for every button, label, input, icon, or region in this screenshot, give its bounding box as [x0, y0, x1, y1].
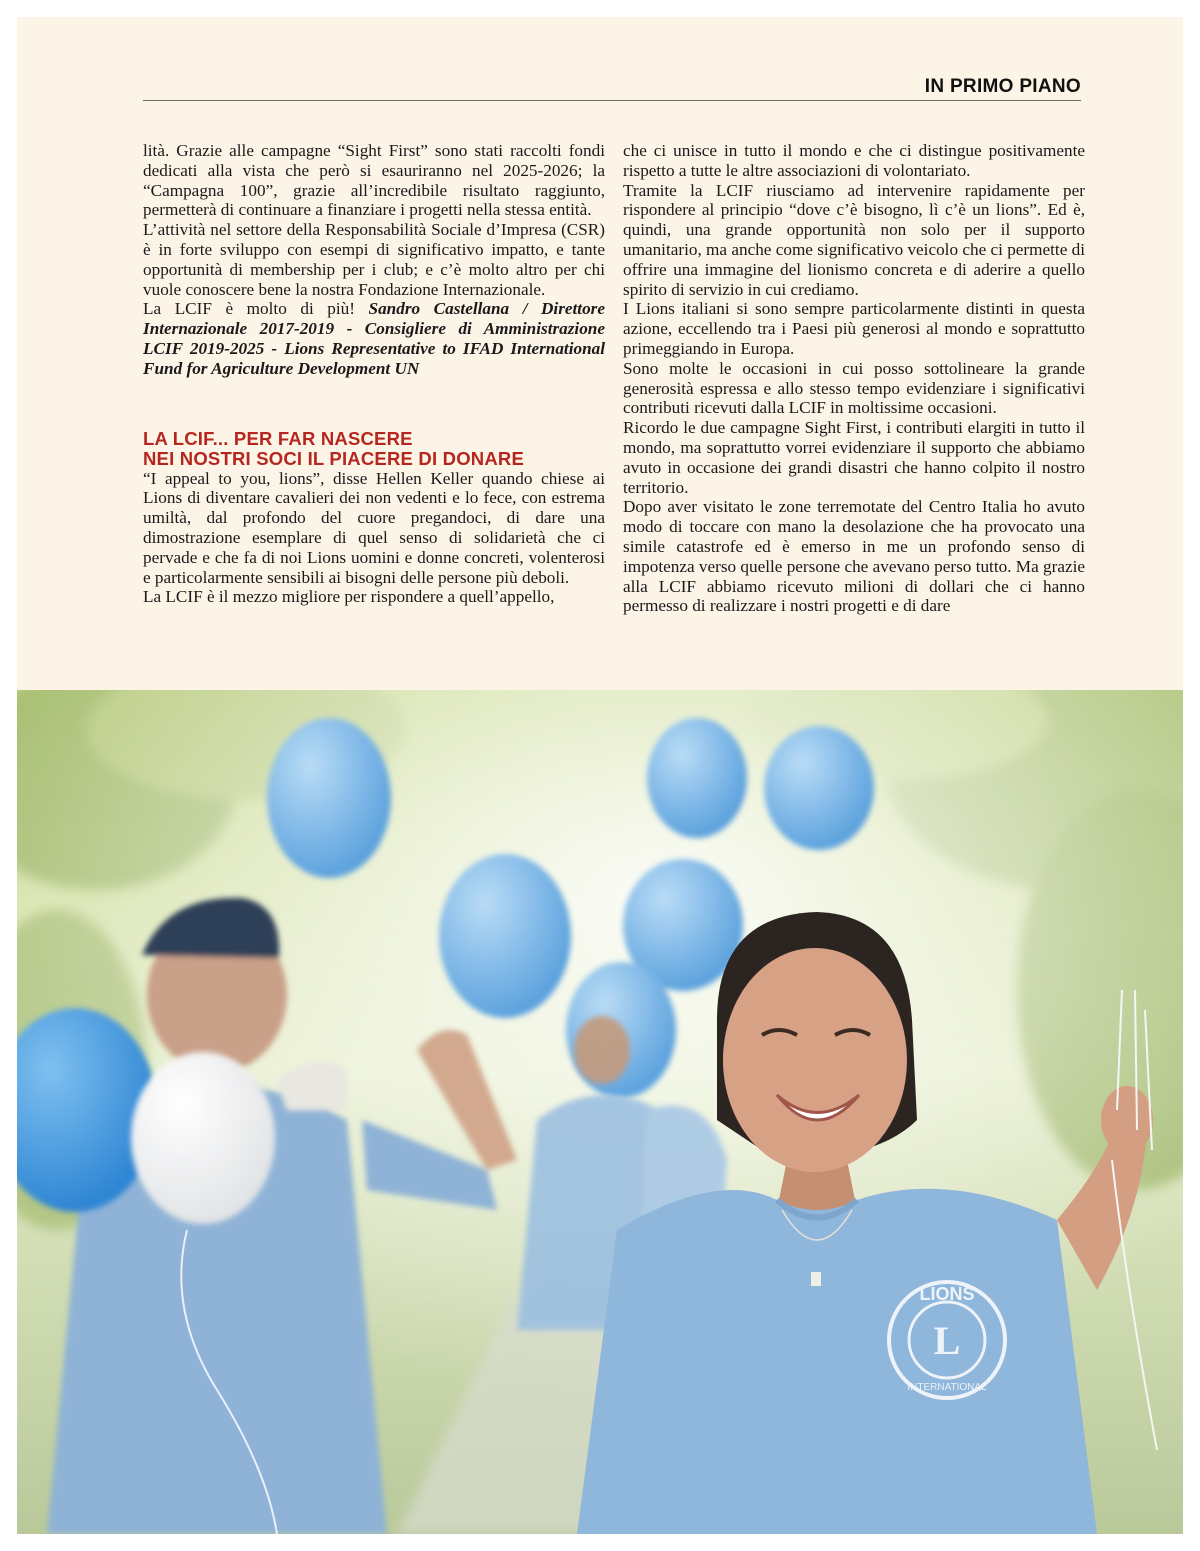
paragraph: La LCIF è il mezzo migliore per rispondere a quell’appello, [143, 587, 555, 607]
paragraph: lità. Grazie alle campagne “Sight First” sono stati raccolti fondi dedicati alla vista che però si esauriranno nel 2025-2026; la “Campagna 100”, grazie all’incredibile risultato raggiunto, permetterà di continuare a finanziare i progetti nella stessa entità. [143, 141, 605, 220]
section-header [143, 75, 1081, 101]
paragraph-with-signature [143, 299, 605, 378]
author-signature: Sandro Castellana / Direttore Internazionale 2017-2019 - Consigliere di Amministrazione LCIF 2019-2025 - Lions Representative to IFAD International Fund for Agriculture Development UN [143, 299, 605, 378]
paragraph: Dopo aver visitato le zone terremotate del Centro Italia ho avuto modo di toccare con mano la desolazione che ha provocato una simile catastrofe ed è emerso in me un profondo senso di impotenza verso quelle persone che avevano perso tutto. Ma grazie alla LCIF abbiamo ricevuto milioni di dollari che ci hanno permesso di realizzare i nostri progetti e di dare [623, 497, 1085, 616]
section-title: IN PRIMO PIANO [924, 76, 1081, 97]
subheading-line: LA LCIF... PER FAR NASCERE [143, 427, 413, 449]
left-column [143, 141, 605, 607]
paragraph: I Lions italiani si sono sempre particolarmente distinti in questa azione, eccellendo tra i Paesi più generosi al mondo e soprattutto primeggiando in Europa. [623, 299, 1085, 358]
paragraph: Sono molte le occasioni in cui posso sottolineare la grande generosità espressa e allo stesso tempo evidenziare i significativi contributi ricevuti dalla LCIF in moltissime occasioni. [623, 358, 1085, 418]
paragraph: che ci unisce in tutto il mondo e che ci distingue positivamente rispetto a tutte le altre associazioni di volontariato. [623, 141, 1085, 180]
logo-text-top: LIONS [919, 1284, 975, 1304]
magazine-page [17, 17, 1183, 1534]
paragraph: Ricordo le due campagne Sight First, i contributi elargiti in tutto il mondo, ma soprattutto vorrei evidenziare il supporto che abbiamo avuto in occasione dei grandi disastri che hanno colpito il nostro territorio. [623, 418, 1085, 497]
logo-letter: L [933, 1318, 961, 1363]
lions-volunteers-photo [17, 690, 1183, 1534]
paragraph: L’attività nel settore della Responsabilità Sociale d’Impresa (CSR) è in forte sviluppo con esempi di significativo impatto, e tante opportunità di membership per i club; e c’è molto altro per chi vuole conoscere bene la nostra Fondazione Internazionale. [143, 220, 605, 299]
paragraph: Tramite la LCIF riusciamo ad intervenire rapidamente per rispondere al principio “dove c’è bisogno, lì c’è un lions”. Ed è, quindi, una grande opportunità non solo per il supporto umanitario, ma anche come significativo veicolo che ci permette di offrire una immagine del lionismo concreta e di aderire a quello spirito di servizio in cui crediamo. [623, 180, 1085, 299]
article-subheading [143, 429, 605, 469]
photo-illustration [17, 690, 1183, 1534]
subheading-line: NEI NOSTRI SOCI IL PIACERE DI DONARE [143, 447, 525, 469]
paragraph: “I appeal to you, lions”, disse Hellen Keller quando chiese ai Lions di diventare cavalieri dei non vedenti e lo fece, con estrema umiltà, dal profondo del cuore pregandoci, di dare una dimostrazione esemplare di quel senso di solidarietà che ci pervade e che fa di noi Lions uomini e donne concreti, volenterosi e particolarmente sensibili ai bisogni delle persone più deboli. [143, 468, 605, 587]
right-column [623, 141, 1085, 616]
paragraph-text: La LCIF è molto di più! [143, 299, 355, 319]
logo-text-bottom: INTERNATIONAL [907, 1382, 987, 1393]
